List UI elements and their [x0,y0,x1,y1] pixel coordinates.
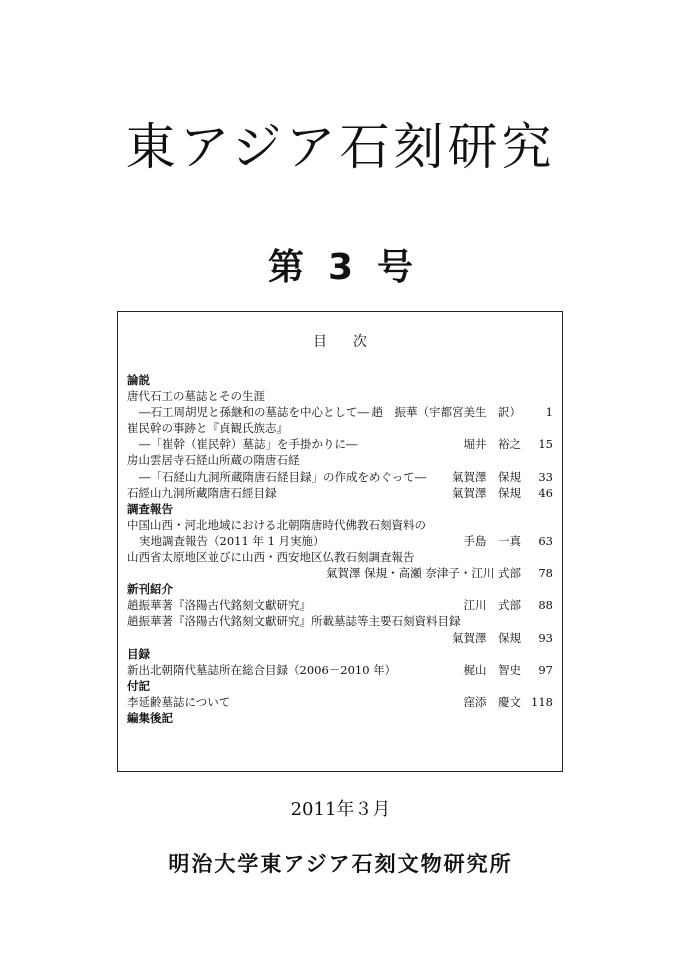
toc-section-title: 編集後記 [127,710,173,725]
issue-number [0,247,681,288]
toc-entry-title: 崔民幹の事跡と『貞観氏族志』 [127,421,288,436]
toc-section-title: 論説 [127,373,150,387]
toc-entry-title: 李延齢墓誌について [127,694,231,709]
toc-entry [127,469,553,485]
toc-section-title: 目録 [127,646,150,661]
toc-section-title: 付記 [127,678,150,693]
toc-section-title: 調査報告 [127,501,173,516]
toc-entry-page: 15 [538,437,553,452]
toc-entry-author: 手島 一真 [463,533,521,548]
toc-entry-title: 唐代石工の墓誌とその生涯 [127,389,265,404]
toc-entry [127,694,553,710]
toc-heading: 目次 [313,334,393,350]
toc-entry-author: 氣賀澤 保規・高瀬 奈津子・江川 式部 [326,566,521,581]
toc-entry-title: 中国山西・河北地域における北朝隋唐時代佛教石刻資料の [127,517,426,532]
toc-section-heading [127,678,553,694]
toc-entry-author: 氣賀澤 保規 [452,630,521,645]
toc-entry-page: 118 [531,694,553,709]
toc-entry-page: 78 [538,566,553,581]
toc-entry-title: 実地調査報告（2011 年 1 月実施） [139,533,325,548]
toc-entry [127,613,553,629]
toc-entry-title: 山西省太原地区並びに山西・西安地区仏教石刻調査報告 [127,550,415,565]
toc-section-heading [127,372,553,388]
issue-number-value: 3 [327,247,354,288]
toc-entry-page: 33 [538,469,553,484]
toc-entry [127,452,553,468]
issue-prefix: 第 [267,247,304,288]
toc-entry [127,549,553,565]
toc-entry-author: 江川 式部 [463,598,521,613]
toc-entry-title: 新出北朝隋代墓誌所在総合目録（2006－2010 年） [127,662,397,677]
toc-section-title: 新刊紹介 [127,582,173,597]
table-of-contents [117,311,563,772]
toc-entry [127,404,553,420]
toc-entry [127,662,553,678]
journal-title: 東アジア石刻研究 [125,118,556,176]
toc-entry [127,565,553,581]
toc-section-heading [127,710,553,726]
toc-entry [127,420,553,436]
toc-entry-page: 63 [538,533,553,548]
toc-entry [127,533,553,549]
toc-section-heading [127,581,553,597]
toc-entry-page: 1 [545,405,553,420]
toc-entry-page: 88 [538,598,553,613]
toc-entry [127,517,553,533]
publisher-name: 明治大学東アジア石刻文物研究所 [168,852,513,876]
toc-entry-title: ―「石経山九洞所蔵隋唐石経目録」の作成をめぐって― [139,469,427,484]
toc-entry-title: 石經山九洞所藏隋唐石經目録 [127,485,277,500]
toc-entry-author: 梶山 智史 [463,662,521,677]
toc-list [127,372,553,726]
toc-entry-author: 氣賀澤 保規 [452,485,521,500]
toc-entry [127,436,553,452]
toc-entry-author: 氣賀澤 保規 [452,469,521,484]
toc-entry-author: 趙 振華（宇都宮美生 訳） [371,405,521,420]
publication-date: 2011年３月 [290,799,391,820]
toc-entry-author: 堀井 裕之 [463,437,521,452]
toc-entry [127,630,553,646]
toc-entry-title: 趙振華著『洛陽古代銘刻文獻研究』所載墓誌等主要石刻資料目録 [127,614,461,629]
toc-entry-title: ―石工周胡児と孫継和の墓誌を中心として― [139,405,369,420]
toc-entry-author: 窪添 慶文 [463,694,521,709]
toc-section-heading [127,501,553,517]
toc-entry-page: 46 [538,485,553,500]
toc-entry [127,388,553,404]
toc-entry [127,597,553,613]
toc-entry-title: 趙振華著『洛陽古代銘刻文獻研究』 [127,598,311,613]
toc-entry-page: 97 [538,662,553,677]
toc-entry-title: 房山雲居寺石経山所蔵の隋唐石経 [127,453,300,468]
toc-entry-title: ―「崔幹（崔民幹）墓誌」を手掛かりに― [139,437,358,452]
issue-suffix: 号 [377,247,414,288]
toc-entry [127,485,553,501]
toc-section-heading [127,646,553,662]
toc-entry-page: 93 [538,630,553,645]
